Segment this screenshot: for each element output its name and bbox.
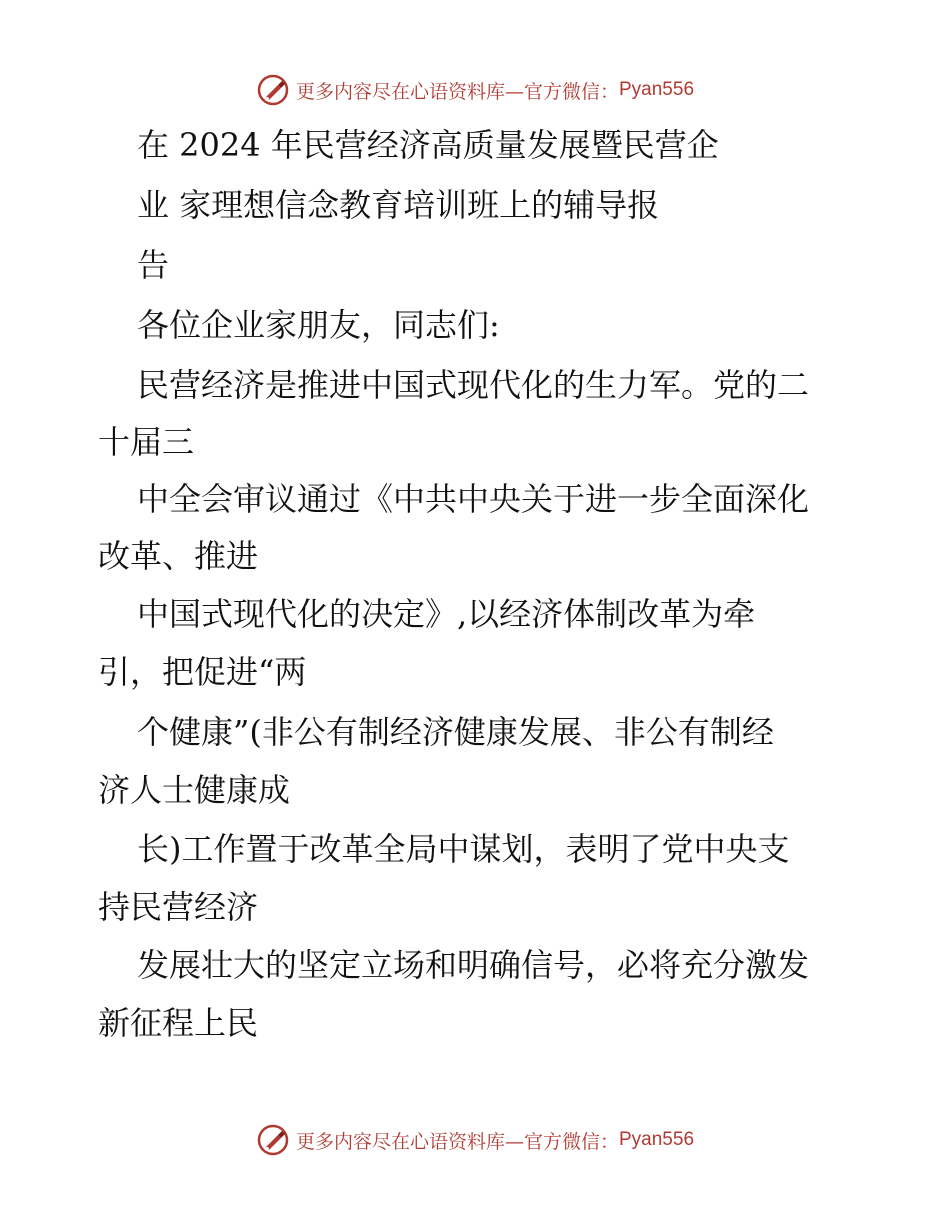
body-line: 长)工作置于改革全局中谋划，表明了党中央支	[137, 830, 790, 868]
header-banner-text: 更多内容尽在心语资料库—官方微信：	[295, 80, 619, 103]
pen-logo-icon	[256, 73, 290, 107]
footer-wechat-id: Pyan556	[619, 1129, 695, 1150]
footer-banner-text: 更多内容尽在心语资料库—官方微信：	[295, 1130, 619, 1153]
body-line: 引，把促进“两	[98, 653, 307, 691]
body-line: 发展壮大的坚定立场和明确信号，必将充分激发	[137, 946, 810, 984]
body-line: 十届三	[98, 423, 195, 461]
title-line-3: 告	[137, 246, 170, 284]
header-wechat-id: Pyan556	[619, 79, 695, 100]
salutation: 各位企业家朋友，同志们:	[137, 306, 500, 344]
body-line: 个健康”(非公有制经济健康发展、非公有制经	[137, 713, 774, 751]
footer-watermark-banner	[0, 1120, 950, 1160]
body-line: 持民营经济	[98, 888, 259, 926]
body-line: 中全会审议通过《中共中央关于进一步全面深化	[137, 480, 810, 518]
body-line: 中国式现代化的决定》,以经济体制改革为牵	[137, 595, 756, 633]
title-line-2: 业 家理想信念教育培训班上的辅导报	[137, 186, 660, 224]
body-line: 改革、推进	[98, 537, 259, 575]
pen-logo-icon	[256, 1123, 290, 1157]
header-watermark-banner	[0, 70, 950, 110]
body-line: 济人士健康成	[98, 771, 291, 809]
body-line: 新征程上民	[98, 1004, 259, 1042]
title-line-1: 在 2024 年民营经济高质量发展暨民营企	[137, 126, 719, 164]
body-line: 民营经济是推进中国式现代化的生力军。党的二	[137, 366, 810, 404]
